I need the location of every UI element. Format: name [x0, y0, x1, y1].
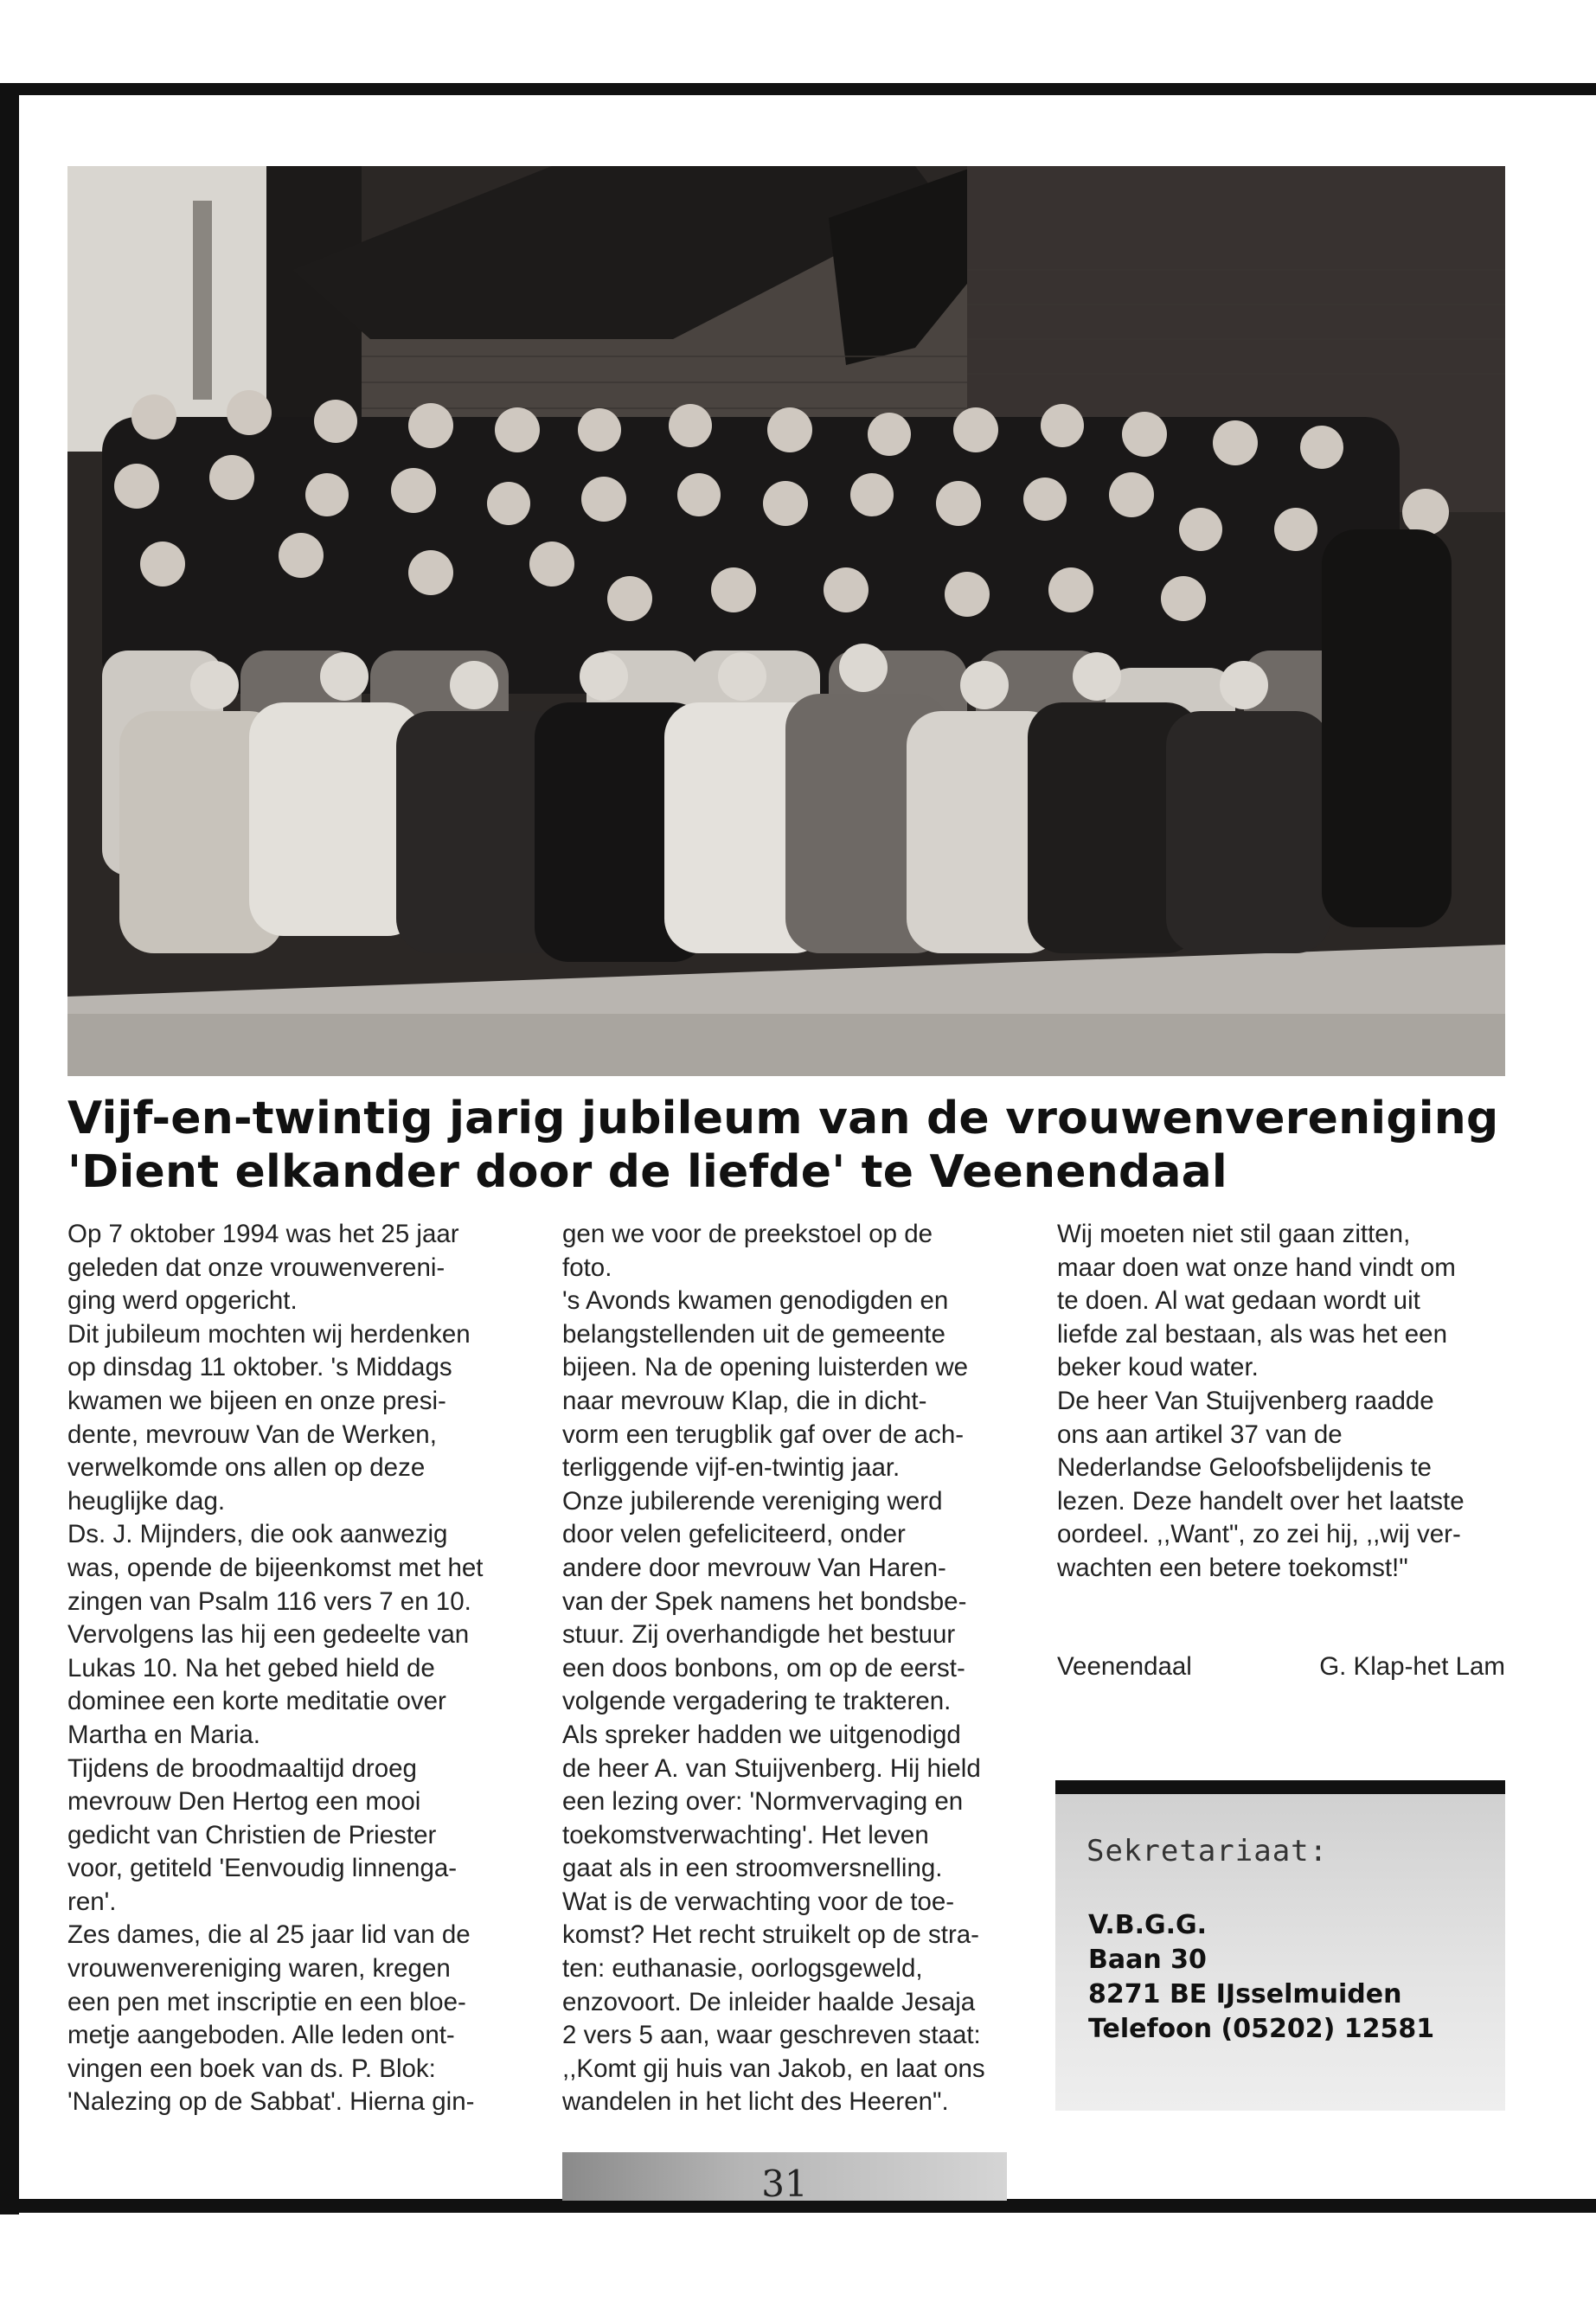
article-line: De heer Van Stuijvenberg raadde	[1057, 1386, 1434, 1415]
article-line: vingen een boek van ds. P. Blok:	[67, 2054, 436, 2083]
article-line: ging werd opgericht.	[67, 1286, 298, 1316]
article-line: een lezing over: 'Normvervaging en	[562, 1787, 964, 1817]
sekretariaat-address	[1088, 1908, 1434, 2047]
article-line: gen we voor de preekstoel op de	[562, 1220, 933, 1248]
page-number: 31	[761, 2163, 808, 2205]
group-photo	[67, 166, 1505, 1076]
article-line: te doen. Al wat gedaan wordt uit	[1057, 1286, 1420, 1316]
article-line: geleden dat onze vrouwenvereni-	[67, 1253, 445, 1282]
article-line: komst? Het recht struikelt op de stra-	[562, 1920, 980, 1950]
sekretariaat-box	[1055, 1780, 1505, 2111]
article-line: dominee een korte meditatie over	[67, 1687, 446, 1716]
article-line: Wat is de verwachting voor de toe-	[562, 1887, 955, 1916]
article-line: wachten een betere toekomst!"	[1057, 1553, 1408, 1582]
article-line: heuglijke dag.	[67, 1486, 226, 1516]
sekretariaat-phone: Telefoon (05202) 12581	[1088, 2014, 1435, 2044]
article-line: Op 7 oktober 1994 was het 25 jaar	[67, 1220, 459, 1248]
article-line: metje aangeboden. Alle leden ont-	[67, 2021, 455, 2050]
article-line: dente, mevrouw Van de Werken,	[67, 1420, 437, 1449]
article-line: Nederlandse Geloofsbelijdenis te	[1057, 1453, 1432, 1483]
article-line: ren'.	[67, 1887, 117, 1916]
article-column-1	[67, 1218, 535, 2119]
article-line: Onze jubilerende vereniging werd	[562, 1486, 943, 1516]
headline-line-2: 'Dient elkander door de liefde' te Veenendaal	[67, 1146, 1227, 1198]
article-line: Tijdens de broodmaaltijd droeg	[67, 1753, 417, 1783]
article-line: vrouwenvereniging waren, kregen	[67, 1954, 451, 1984]
article-line: terliggende vijf-en-twintig jaar.	[562, 1453, 901, 1483]
article-line: Wij moeten niet stil gaan zitten,	[1057, 1220, 1411, 1248]
article-line: naar mevrouw Klap, die in dicht-	[562, 1386, 927, 1415]
article-line: door velen gefeliciteerd, onder	[562, 1520, 906, 1549]
article-line: 2 vers 5 aan, waar geschreven staat:	[562, 2021, 981, 2050]
article-line: Lukas 10. Na het gebed hield de	[67, 1653, 435, 1682]
article-line: stuur. Zij overhandigde het bestuur	[562, 1620, 956, 1650]
article-line: zingen van Psalm 116 vers 7 en 10.	[67, 1586, 471, 1616]
article-line: wandelen in het licht des Heeren".	[562, 2087, 949, 2117]
article-line: Ds. J. Mijnders, die ook aanwezig	[67, 1520, 448, 1549]
article-line: Zes dames, die al 25 jaar lid van de	[67, 1920, 471, 1950]
article-column-3	[1057, 1218, 1507, 1586]
article-line: maar doen wat onze hand vindt om	[1057, 1253, 1456, 1282]
article-line: Martha en Maria.	[67, 1720, 260, 1749]
article-line: mevrouw Den Hertog een mooi	[67, 1787, 421, 1817]
article-line: liefde zal bestaan, als was het een	[1057, 1319, 1447, 1349]
article-line: andere door mevrouw Van Haren-	[562, 1553, 946, 1582]
article-line: volgende vergadering te trakteren.	[562, 1687, 952, 1716]
article-line: ons aan artikel 37 van de	[1057, 1420, 1343, 1449]
sekretariaat-city: 8271 BE IJsselmuiden	[1088, 1979, 1402, 2009]
article-line: lezen. Deze handelt over het laatste	[1057, 1486, 1465, 1516]
article-line: toekomstverwachting'. Het leven	[562, 1820, 929, 1849]
article-line: gaat als in een stroomversnelling.	[562, 1854, 943, 1883]
article-line: belangstellenden uit de gemeente	[562, 1319, 945, 1349]
article-line: een pen met inscriptie en een bloe-	[67, 1987, 466, 2016]
article-line: Vervolgens las hij een gedeelte van	[67, 1620, 470, 1650]
article-line: ,,Komt gij huis van Jakob, en laat ons	[562, 2054, 985, 2083]
article-line: op dinsdag 11 oktober. 's Middags	[67, 1353, 452, 1382]
sekretariaat-bar	[1055, 1780, 1505, 1794]
article-line: Als spreker hadden we uitgenodigd	[562, 1720, 961, 1749]
article-line: enzovoort. De inleider haalde Jesaja	[562, 1987, 976, 2016]
article-line: oordeel. ,,Want", zo zei hij, ,,wij ver-	[1057, 1520, 1461, 1549]
sekretariaat-org: V.B.G.G.	[1088, 1910, 1208, 1940]
signature-name: G. Klap-het Lam	[1319, 1652, 1505, 1681]
sekretariaat-street: Baan 30	[1088, 1945, 1207, 1975]
article-line: kwamen we bijeen en onze presi-	[67, 1386, 446, 1415]
article-line: de heer A. van Stuijvenberg. Hij hield	[562, 1753, 981, 1783]
article-line: 'Nalezing op de Sabbat'. Hierna gin-	[67, 2087, 475, 2117]
article-column-2	[562, 1218, 1029, 2119]
article-line: was, opende de bijeenkomst met het	[67, 1553, 484, 1582]
article-line: gedicht van Christien de Priester	[67, 1820, 437, 1849]
scan-border-top	[0, 83, 1596, 95]
article-line: een doos bonbons, om op de eerst-	[562, 1653, 965, 1682]
page-number-tab	[562, 2152, 1007, 2205]
article-signature	[1057, 1652, 1505, 1682]
scan-border-left	[0, 83, 19, 2214]
article-line: voor, getiteld 'Eenvoudig linnenga-	[67, 1854, 458, 1883]
article-line: beker koud water.	[1057, 1353, 1259, 1382]
article-headline	[67, 1092, 1505, 1199]
article-line: verwelkomde ons allen op deze	[67, 1453, 426, 1483]
article-line: vorm een terugblik gaf over de ach-	[562, 1420, 965, 1449]
article-line: foto.	[562, 1253, 612, 1282]
article-line: 's Avonds kwamen genodigden en	[562, 1286, 949, 1316]
headline-line-1: Vijf-en-twintig jarig jubileum van de vrouwenvereniging	[67, 1093, 1499, 1144]
article-line: ten: euthanasie, oorlogsgeweld,	[562, 1954, 923, 1984]
sekretariaat-title: Sekretariaat:	[1086, 1834, 1329, 1868]
article-line: Dit jubileum mochten wij herdenken	[67, 1319, 471, 1349]
article-line: bijeen. Na de opening luisterden we	[562, 1353, 969, 1382]
article-line: van der Spek namens het bondsbe-	[562, 1586, 967, 1616]
signature-place: Veenendaal	[1057, 1652, 1192, 1681]
